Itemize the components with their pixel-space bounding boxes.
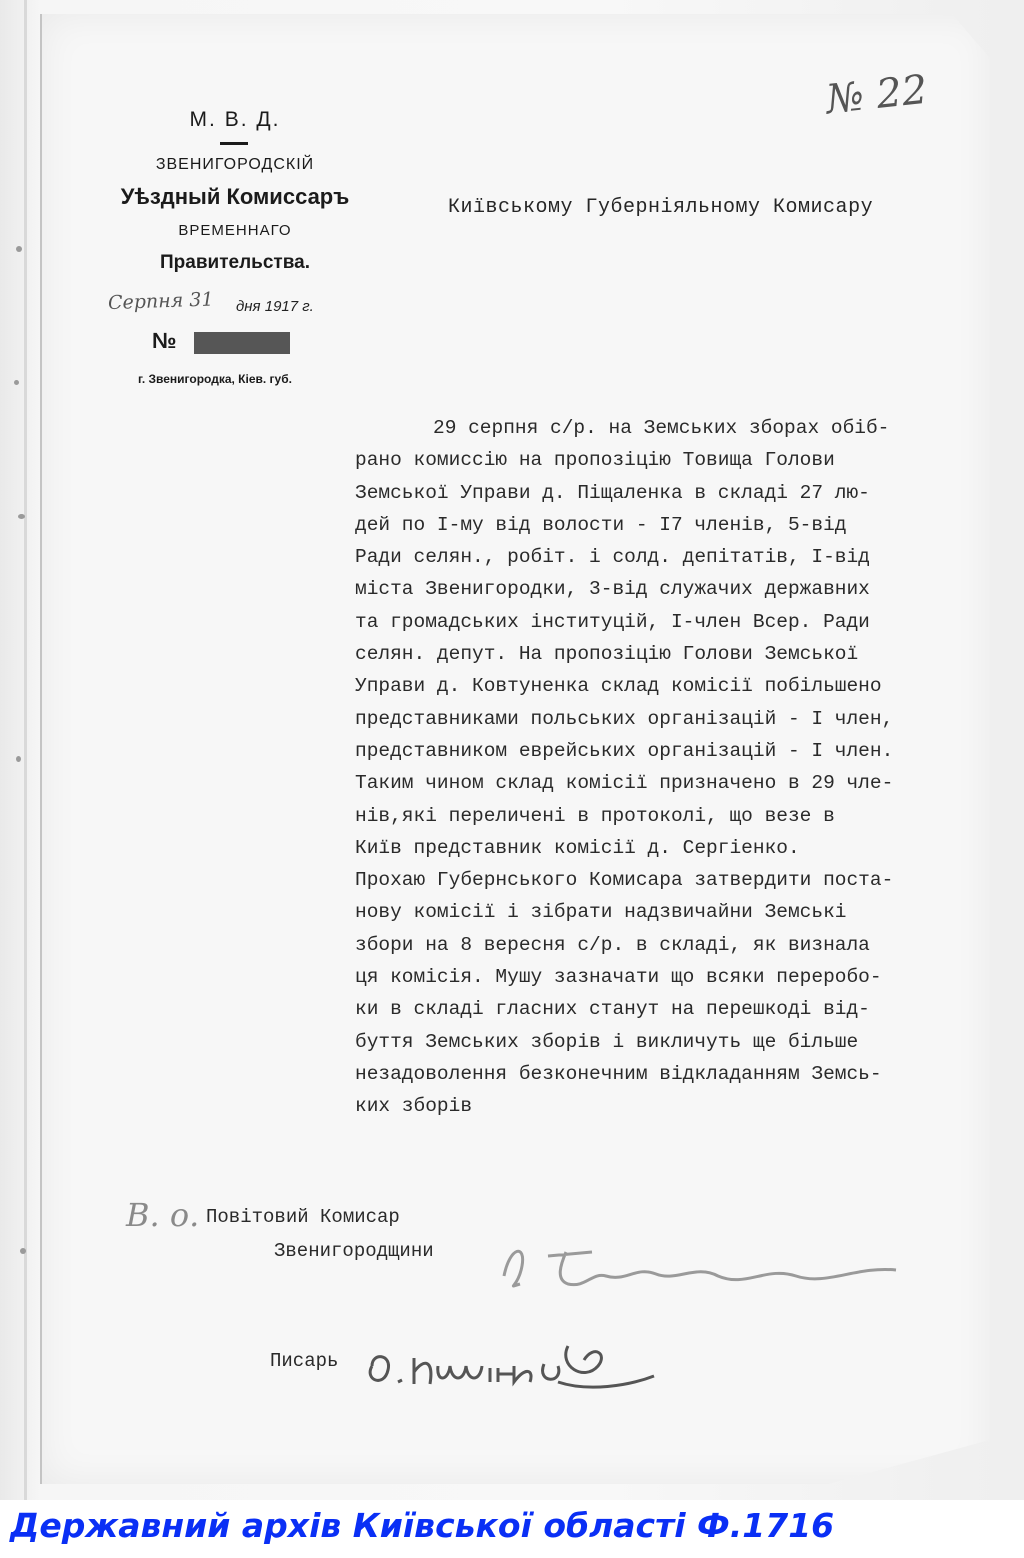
body-line: нову комісії і зібрати надзвичайни Земські	[355, 901, 847, 924]
letterhead-government-line1: ВРЕМЕННАГО	[178, 222, 292, 239]
body-line: Таким чином склад комісії призначено в 29 чле-	[355, 772, 894, 795]
letterhead-divider	[220, 142, 248, 145]
paper-speck	[18, 514, 25, 519]
body-line: ки в складі гласних станут на перешкоді від-	[355, 998, 870, 1021]
paper-speck	[16, 756, 21, 762]
redacted-number	[194, 332, 290, 354]
letterhead-government-line2: Правительства.	[160, 252, 310, 273]
handwritten-date: Серпня 31	[107, 288, 214, 315]
letterhead-office: Уѣздный Комиссаръ	[120, 184, 350, 209]
body-line: Ради селян., робіт. і солд. депітатів, І-від	[355, 546, 870, 569]
body-line: представниками польських організацій - І член,	[355, 707, 894, 730]
body-line: селян. депут. На пропозіцію Голови Земської	[355, 643, 859, 666]
clerk-signature	[358, 1336, 658, 1396]
archive-caption: Державний архів Київської області Ф.1716	[10, 1506, 835, 1545]
number-label: №	[152, 328, 177, 353]
body-line: Управи д. Ковтуненка склад комісії побільшено	[355, 675, 882, 698]
body-line: незадоволення безконечним відкладанням Земсь-	[355, 1062, 882, 1085]
body-line: Земської Управи д. Піщаленка в складі 27 лю-	[355, 481, 870, 504]
paper-speck	[16, 246, 22, 252]
acting-mark: В. о.	[126, 1196, 200, 1234]
body-line: та громадських інституцій, І-член Всер. Ради	[355, 610, 870, 633]
body-line: Київ представник комісії д. Сергіенко.	[355, 836, 800, 859]
body-line: 29 серпня с/р. на Земських зборах обіб-	[433, 417, 890, 439]
handwritten-file-number: № 22	[823, 66, 930, 124]
letterhead-ministry: М. В. Д.	[189, 108, 281, 131]
printed-date: дня 1917 г.	[236, 298, 314, 315]
clerk-label: Писарь	[270, 1350, 339, 1372]
addressee: Київському Губерніяльному Комисару	[448, 196, 874, 219]
body-line: дей по І-му від волости - І7 членів, 5-від	[355, 513, 847, 536]
signatory-title-line2: Звенигородщини	[274, 1240, 434, 1262]
letterhead-district: ЗВЕНИГОРОДСКІЙ	[155, 156, 315, 173]
commissar-signature	[496, 1236, 916, 1296]
body-line: буття Земських зборів і викличуть ще більше	[355, 1030, 859, 1053]
signatory-title-line1: Повітовий Комисар	[206, 1206, 400, 1228]
body-line: Прохаю Губернського Комисара затвердити поста-	[355, 869, 894, 892]
letterhead-city: г. Звенигородка, Кіев. губ.	[138, 372, 292, 386]
body-line: представником еврейських організацій - І член.	[355, 739, 894, 762]
letterhead-number	[152, 328, 292, 358]
body-line: збори на 8 вересня с/р. в складі, як визнала	[355, 933, 870, 956]
paper-speck	[20, 1248, 26, 1254]
body-line: ких зборів	[355, 1095, 473, 1118]
body-line: міста Звенигородки, 3-від служачих державних	[355, 578, 870, 601]
letter-body	[355, 412, 995, 1123]
paper-speck	[14, 380, 19, 385]
body-line: ця комісія. Мушу зазначати що всяки переробо-	[355, 966, 882, 989]
body-line: рано комиссію на пропозіцію Товища Голови	[355, 449, 835, 472]
page-edge	[24, 0, 27, 1500]
body-line: нів,які переличені в протоколі, що везе в	[355, 804, 835, 827]
